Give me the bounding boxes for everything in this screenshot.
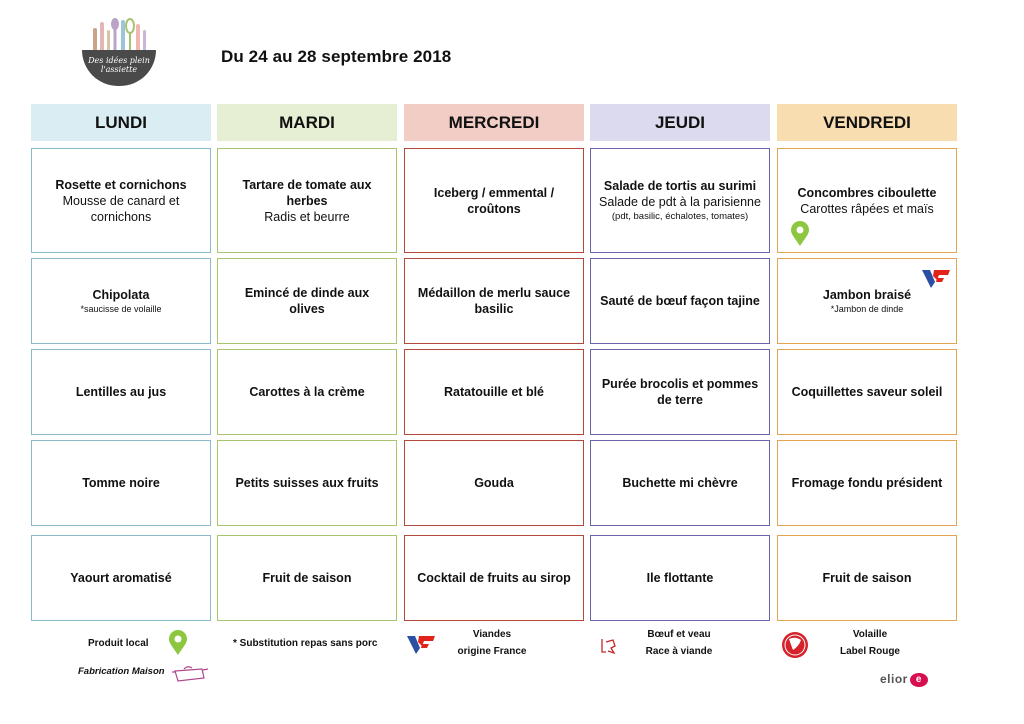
dish-name: Tomme noire [82,476,160,490]
menu-cell [404,349,584,435]
dish-alternative: Carottes râpées et maïs [800,201,934,216]
dish-note: (pdt, basilic, échalotes, tomates) [611,211,749,222]
menu-cell [217,148,397,253]
elior-name: elior [880,672,908,686]
legend-local-pin-icon [167,630,189,656]
menu-cell [217,258,397,344]
elior-mark: e [910,673,928,687]
dish-name: Chipolata [92,288,150,302]
menu-cell [217,535,397,621]
legend-local-label: Produit local [88,638,149,649]
menu-cell [777,535,957,621]
menu-cell [31,258,211,344]
dish-name: Yaourt aromatisé [70,571,172,585]
legend-volaille-line1: Volaille [852,629,888,640]
menu-cell [590,440,770,526]
menu-cell [777,349,957,435]
legend-volaille-label [836,626,904,660]
day-header-vendredi: VENDREDI [777,104,957,141]
dish-name: Ratatouille et blé [443,385,545,399]
menu-cell [404,440,584,526]
dish-name: Carottes à la crème [249,385,365,399]
local-product-pin-icon [789,221,811,247]
legend-viandes-line1: Viandes [472,629,512,640]
dish-name: Coquillettes saveur soleil [791,385,943,399]
legend-substitution-label: * Substitution repas sans porc [233,638,378,649]
elior-logo [880,672,928,687]
dish-name: Emincé de dinde aux olives [244,286,370,316]
legend-boeuf-race-icon [598,636,620,656]
dish-name: Jambon braisé [822,288,912,302]
dish-name: Iceberg / emmental / croûtons [433,185,555,216]
menu-cell [590,535,770,621]
dish-name: Médaillon de merlu sauce basilic [417,286,571,316]
dish-name: Purée brocolis et pommes de terre [601,377,759,407]
legend-boeuf-line1: Bœuf et veau [647,629,711,640]
menu-cell [31,535,211,621]
menu-title: Du 24 au 28 septembre 2018 [221,47,452,66]
menu-cell [404,258,584,344]
legend-fabrication-label: Fabrication Maison [78,666,165,677]
dish-name: Cocktail de fruits au sirop [417,571,571,585]
logo [80,16,158,86]
legend-viandes-france-icon [405,634,437,656]
dish-alternative: Radis et beurre [264,209,350,224]
dish-name: Fromage fondu président [791,476,943,490]
legend-volaille-line2: Label Rouge [839,646,900,657]
menu-cell [31,349,211,435]
menu-cell [217,440,397,526]
menu-cell [590,349,770,435]
dish-name: Tartare de tomate aux herbes [242,177,372,208]
menu-cell [777,440,957,526]
viandes-origine-france-icon [920,268,952,290]
dish-name: Rosette et cornichons [55,177,187,192]
dish-alternative: Mousse de canard et cornichons [62,193,180,224]
dish-name: Salade de tortis au surimi [603,179,757,193]
day-header-mercredi: MERCREDI [404,104,584,141]
legend-label-rouge-icon [777,630,813,660]
menu-cell [31,440,211,526]
legend-fabrication-pot-icon [170,664,210,684]
dish-name: Fruit de saison [262,571,352,585]
legend-boeuf-line2: Race à viande [645,646,713,657]
menu-cell [217,349,397,435]
dish-name: Fruit de saison [822,571,912,585]
dish-name: Buchette mi chèvre [622,476,738,490]
dish-name: Ile flottante [646,571,714,585]
dish-alternative: Salade de pdt à la parisienne [599,195,761,209]
menu-cell [590,148,770,253]
legend-boeuf-label [636,626,722,660]
logo-text: Des idées plein l'assiette [88,56,150,74]
dish-note: *saucisse de volaille [80,304,162,314]
day-header-jeudi: JEUDI [590,104,770,141]
menu-cell [590,258,770,344]
dish-name: Sauté de bœuf façon tajine [600,294,760,308]
legend-viandes-label [452,626,532,660]
dish-name: Lentilles au jus [75,385,167,399]
menu-cell [404,148,584,253]
dish-name: Gouda [474,476,514,490]
dish-name: Concombres ciboulette [797,185,937,200]
menu-cell [31,148,211,253]
menu-cell [404,535,584,621]
day-header-lundi: LUNDI [31,104,211,141]
dish-name: Petits suisses aux fruits [235,476,379,490]
legend-viandes-line2: origine France [457,646,527,657]
dish-note: *Jambon de dinde [830,304,904,314]
day-header-mardi: MARDI [217,104,397,141]
